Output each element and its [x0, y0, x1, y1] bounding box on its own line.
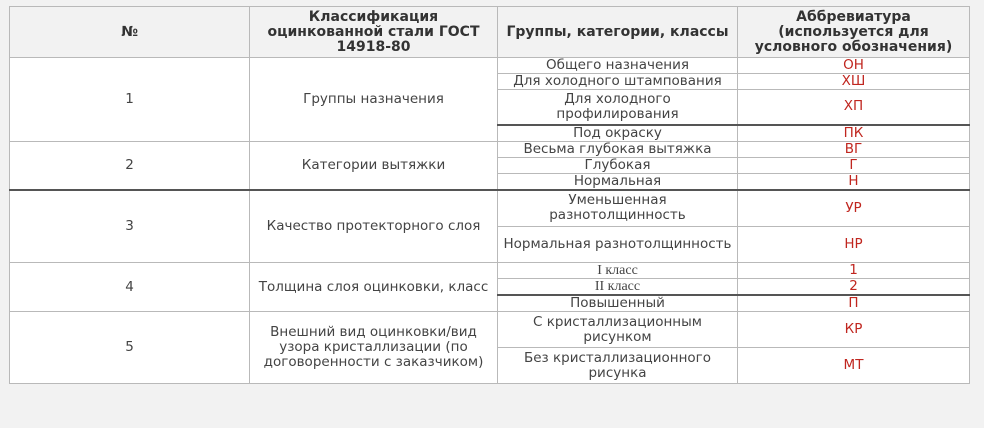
header-groups: Группы, категории, классы: [498, 7, 738, 58]
section-3-item-1: Уменьшенная разнотолщинность: [498, 190, 738, 227]
section-2-abbr-3: Н: [738, 173, 970, 190]
section-4-name: Толщина слоя оцинковки, класс: [250, 263, 498, 312]
section-2-item-1: Весьма глубокая вытяжка: [498, 141, 738, 157]
section-5-abbr-2: МТ: [738, 348, 970, 384]
gost-classification-table-container: [9, 6, 969, 384]
section-3-item-2: Нормальная разнотолщинность: [498, 227, 738, 263]
section-5-num: 5: [10, 312, 250, 384]
table-row: [10, 312, 970, 348]
section-2-item-2: Глубокая: [498, 157, 738, 173]
section-1-abbr-4: ПК: [738, 125, 970, 142]
header-row: [10, 7, 970, 58]
table-row: [10, 190, 970, 227]
section-4-num: 4: [10, 263, 250, 312]
section-2-abbr-2: Г: [738, 157, 970, 173]
section-4-item-3: Повышенный: [498, 295, 738, 312]
section-2-item-3: Нормальная: [498, 173, 738, 190]
section-1-abbr-3: ХП: [738, 90, 970, 125]
header-classification: Классификация оцинкованной стали ГОСТ 14918-80: [250, 7, 498, 58]
section-1-abbr-2: ХШ: [738, 74, 970, 90]
section-4-abbr-3: П: [738, 295, 970, 312]
section-4-abbr-1: 1: [738, 263, 970, 279]
section-4-item-2: II класс: [498, 279, 738, 296]
table-row: [10, 141, 970, 157]
section-4-item-1: I класс: [498, 263, 738, 279]
header-abbreviation: Аббревиатура (используется для условного обозначения): [738, 7, 970, 58]
header-num: №: [10, 7, 250, 58]
section-1-name: Группы назначения: [250, 58, 498, 142]
section-3-abbr-1: УР: [738, 190, 970, 227]
section-1-item-2: Для холодного штампования: [498, 74, 738, 90]
section-1-item-4: Под окраску: [498, 125, 738, 142]
gost-classification-table: [9, 6, 970, 384]
section-5-item-2: Без кристаллизационного рисунка: [498, 348, 738, 384]
section-3-abbr-2: НР: [738, 227, 970, 263]
section-1-item-1: Общего назначения: [498, 58, 738, 74]
section-3-name: Качество протекторного слоя: [250, 190, 498, 263]
section-5-name: Внешний вид оцинковки/вид узора кристаллизации (по договоренности с заказчиком): [250, 312, 498, 384]
table-row: [10, 58, 970, 74]
section-2-name: Категории вытяжки: [250, 141, 498, 190]
section-2-num: 2: [10, 141, 250, 190]
section-1-num: 1: [10, 58, 250, 142]
section-5-item-1: С кристаллизационным рисунком: [498, 312, 738, 348]
section-5-abbr-1: КР: [738, 312, 970, 348]
section-1-abbr-1: ОН: [738, 58, 970, 74]
section-1-item-3: Для холодного профилирования: [498, 90, 738, 125]
table-row: [10, 263, 970, 279]
section-4-abbr-2: 2: [738, 279, 970, 296]
section-2-abbr-1: ВГ: [738, 141, 970, 157]
section-3-num: 3: [10, 190, 250, 263]
